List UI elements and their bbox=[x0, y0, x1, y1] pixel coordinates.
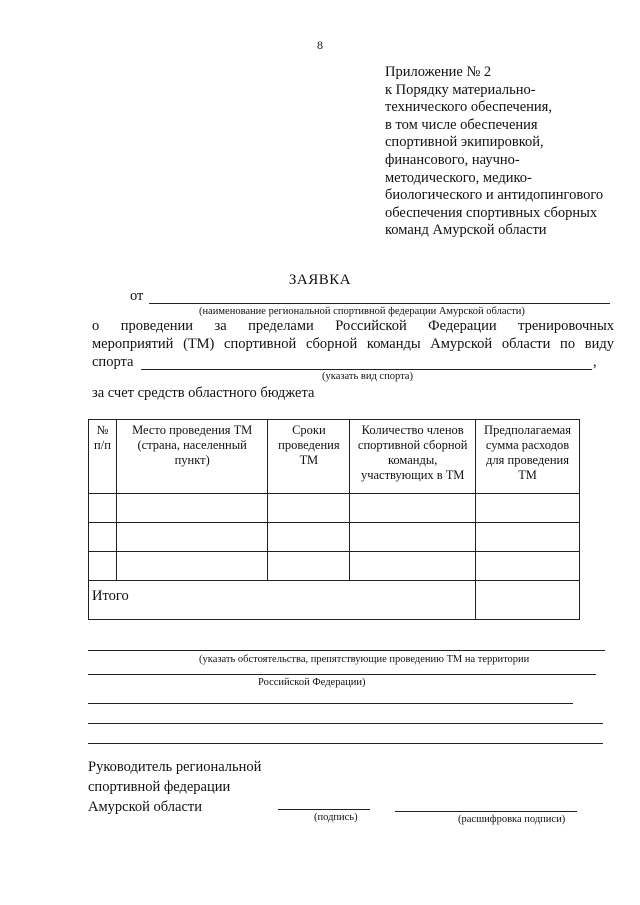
signer-line: Руководитель региональной bbox=[88, 759, 262, 775]
table-cell[interactable] bbox=[268, 523, 350, 552]
sport-label: спорта bbox=[92, 354, 134, 370]
table-row bbox=[89, 494, 580, 523]
signer-block bbox=[88, 757, 261, 817]
appendix-line: обеспечения спортивных сборных bbox=[385, 204, 598, 221]
total-label: Итого bbox=[89, 581, 476, 620]
form-title: ЗАЯВКА bbox=[288, 272, 352, 288]
sport-comma: , bbox=[593, 354, 597, 370]
signature-decode-caption: (расшифровка подписи) bbox=[458, 814, 566, 825]
total-value-cell[interactable] bbox=[476, 581, 580, 620]
appendix-line: команд Амурской области bbox=[385, 222, 547, 239]
events-table bbox=[88, 419, 580, 620]
funding-text: за счет средств областного бюджета bbox=[92, 385, 315, 401]
table-cell[interactable] bbox=[350, 523, 476, 552]
table-cell[interactable] bbox=[476, 494, 580, 523]
body-line-1: о проведении за пределами Российской Федерации тренировочных bbox=[92, 318, 614, 334]
circumstances-line-3[interactable] bbox=[88, 703, 573, 704]
appendix-note bbox=[385, 64, 625, 240]
header-dates: Сроки проведения ТМ bbox=[268, 420, 350, 494]
table-cell[interactable] bbox=[268, 494, 350, 523]
appendix-line: биологического и антидопингового bbox=[385, 187, 604, 204]
appendix-line: финансового, научно- bbox=[385, 151, 520, 168]
from-field-line[interactable] bbox=[149, 303, 610, 304]
table-cell[interactable] bbox=[116, 494, 268, 523]
signature-caption: (подпись) bbox=[314, 812, 358, 823]
table-row bbox=[89, 552, 580, 581]
table-header-row bbox=[89, 420, 580, 494]
circumstances-line-4[interactable] bbox=[88, 723, 603, 724]
table-cell[interactable] bbox=[116, 523, 268, 552]
circumstances-caption-1: (указать обстоятельства, препятствующие проведению ТМ на территории bbox=[199, 654, 530, 665]
table-row bbox=[89, 523, 580, 552]
circumstances-line-2[interactable] bbox=[88, 674, 596, 675]
table-cell[interactable] bbox=[350, 552, 476, 581]
header-members: Количество членов спортивной сборной команды, участвующих в ТМ bbox=[350, 420, 476, 494]
header-number: № п/п bbox=[89, 420, 117, 494]
appendix-line: Приложение № 2 bbox=[385, 64, 492, 80]
table-cell[interactable] bbox=[268, 552, 350, 581]
table-total-row bbox=[89, 581, 580, 620]
sport-field-line[interactable] bbox=[141, 369, 592, 370]
circumstances-caption-2: Российской Федерации) bbox=[258, 677, 366, 688]
table-cell[interactable] bbox=[89, 552, 117, 581]
appendix-line: в том числе обеспечения bbox=[385, 116, 538, 133]
table-cell[interactable] bbox=[476, 552, 580, 581]
circumstances-line-5[interactable] bbox=[88, 743, 603, 744]
appendix-line: методического, медико- bbox=[385, 169, 532, 186]
header-location: Место проведения ТМ (страна, населенный пункт) bbox=[116, 420, 268, 494]
table-cell[interactable] bbox=[89, 494, 117, 523]
appendix-line: технического обеспечения, bbox=[385, 99, 552, 116]
signer-line: Амурской области bbox=[88, 799, 202, 815]
body-line-2: мероприятий (ТМ) спортивной сборной команды Амурской области по виду bbox=[92, 336, 614, 352]
signature-line[interactable] bbox=[278, 809, 370, 810]
from-label: от bbox=[130, 288, 144, 304]
page-number: 8 bbox=[317, 38, 323, 52]
signer-line: спортивной федерации bbox=[88, 779, 231, 795]
table-cell[interactable] bbox=[350, 494, 476, 523]
table-cell[interactable] bbox=[116, 552, 268, 581]
appendix-line: к Порядку материально- bbox=[385, 81, 536, 98]
signature-decode-line[interactable] bbox=[395, 811, 577, 812]
appendix-line: спортивной экипировкой, bbox=[385, 134, 544, 151]
table-cell[interactable] bbox=[476, 523, 580, 552]
circumstances-line-1[interactable] bbox=[88, 650, 605, 651]
sport-caption: (указать вид спорта) bbox=[322, 371, 413, 382]
table-cell[interactable] bbox=[89, 523, 117, 552]
from-caption: (наименование региональной спортивной федерации Амурской области) bbox=[199, 306, 525, 317]
header-cost: Предполагаемая сумма расходов для проведения ТМ bbox=[476, 420, 580, 494]
